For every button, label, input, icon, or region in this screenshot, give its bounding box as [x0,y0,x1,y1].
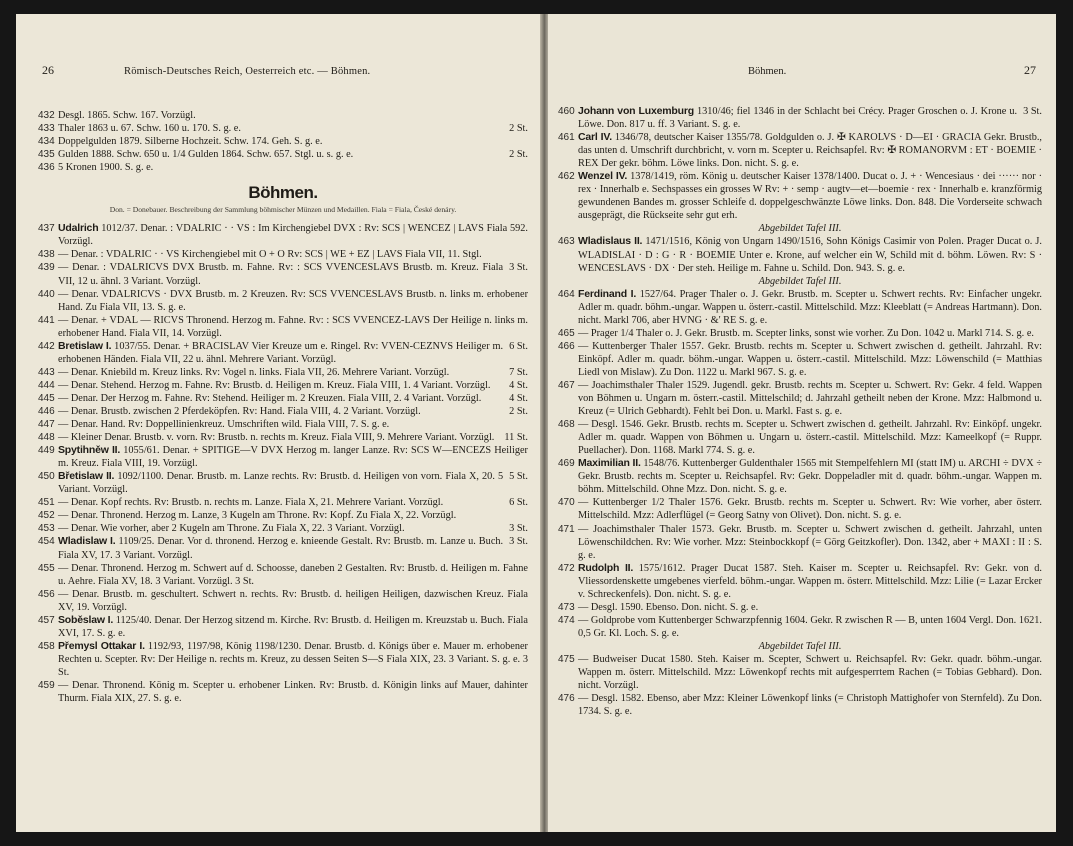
entry-number: 469 [558,458,575,470]
catalog-entry [38,392,528,405]
entry-number: 470 [558,497,575,509]
entry-text: 1346/78, deutscher Kaiser 1355/78. Goldgulden o. J. ✠ KAROLVS · D—EI · GRACIA Gekr. Brustb., das unten d. Umschrift durchbricht, v. vorn m. Scepter u. Reichsapfel. Rv: ✠ ROMANORVM : ET · BOEMIE · REX Der gekr. böhm. Löwe links. Don. nicht. S. g. e. [578,132,1042,170]
entry-number: 455 [38,562,55,574]
entry-number: 466 [558,340,575,352]
ruler-name: Wladislaw I. [58,535,116,548]
entry-number: 472 [558,562,575,574]
catalog-entry [38,379,528,392]
entry-text: 1575/1612. Prager Ducat 1587. Steh. Kaiser m. Scepter u. Reichsapfel. Rv: Gekr. von d. Vliessordenskette umgebenes vierfeld. böhm.-ungar. Wappen m. österr. Mittelschild. Mzz: Lilie (= Lazar Ercker v. Schreckenfels). Don. nicht. S. g. e. [578,562,1042,600]
entry-text: 1548/76. Kuttenberger Guldenthaler 1565 mit Stempelfehlern MI (statt IM) u. ARCHI ÷ DVX ÷ Gekr. Brustb. rechts m. Scepter u. Reichsapfel. Rv: Gekr. Doppeladler mit d. quadr. böhm.-ungar. Wappen m. böhm. Mittelschild. Ohne Mzz. Don. nicht. S. g. e. [578,458,1042,496]
entry-text: — Denar. + VDAL — RICVS Thronend. Herzog m. Fahne. Rv: : SCS VVENCEZ-LAVS Der Heilige n. links m. erhobener Hand. Fiala VII, 14. Vorzügl. [58,314,528,339]
entry-text: Doppelgulden 1879. Silberne Hochzeit. Schw. 174. Geh. S. g. e. [58,136,323,148]
catalog-entries [38,222,528,705]
entry-text: — Goldprobe vom Kuttenberger Schwarzpfennig 1604. Gekr. R zwischen R — B, unten 1604 Vergl. Don. 1621. 0,5 Gr. Kl. Loch. S. g. e. [578,614,1042,639]
ruler-name: Bretislaw I. [58,339,112,352]
catalog-entry [38,366,528,379]
catalog-entry [38,614,528,640]
ruler-name: Spytihněw II. [58,444,121,457]
catalog-entry [38,496,528,509]
ruler-name: Wladislaus II. [578,235,643,248]
entry-quantity: 2 St. [509,405,528,417]
catalog-entry [558,170,1042,222]
catalog-entry [38,122,528,135]
catalog-entry [558,523,1042,562]
entry-text: — Budweiser Ducat 1580. Steh. Kaiser m. Scepter, Schwert u. Reichsapfel. Rv: Gekr. quadr. böhm.-ungar. Wappen m. österr. Mittelschild. Mzz: Löwenkopf rechts mit aufgesperrtem Rachen (= Tobias Gebhard). Don. nicht. Vorzügl. [578,653,1042,692]
catalog-entry [558,496,1042,522]
entry-text: — Denar. Hand. Rv: Doppellinienkreuz. Umschriften wild. Fiala VIII, 7. S. g. e. [58,419,390,431]
catalog-entry [38,135,528,148]
entry-quantity: 6 St. [509,497,528,509]
entry-number: 449 [38,445,55,457]
entry-text: Thaler 1863 u. 67. Schw. 160 u. 170. S. g. e. [58,123,241,135]
entry-number: 448 [38,432,55,444]
entry-quantity: 7 St. [509,366,528,378]
ruler-name: Maximilian II. [578,457,641,470]
catalog-entry [38,248,528,261]
catalog-entry [38,405,528,418]
entry-number: 434 [38,136,55,148]
catalog-entry [38,148,528,161]
entry-number: 440 [38,288,55,300]
entry-text: — Denar. Thronend. Herzog m. Lanze, 3 Kugeln am Throne. Rv: Kopf. Zu Fiala X, 22. Vorzügl. [58,510,457,522]
entry-text: — Denar. : VDALRICVS DVX Brustb. m. Fahne. Rv: : SCS VVENCESLAVS Brustb. m. Kreuz. Fiala VII, 12 u. ähnl. 3 Variant. Vorzügl. [58,262,504,287]
entry-number: 460 [558,106,575,117]
catalog-entry [38,109,528,122]
entry-text: 1055/61. Denar. + SPITIGE—V DVX Herzog m. langer Lanze. Rv: SCS W—ENCEZS Heiliger m. Kreuz. Fiala VIII, 19. Vorzügl. [58,445,528,470]
catalog-entry [558,614,1042,640]
ruler-name: Přemysl Ottakar I. [58,639,145,652]
catalog-entry [38,509,528,522]
entries-top [38,109,528,174]
ruler-name: Rudolph II. [578,561,634,574]
entry-text: 1037/55. Denar. + BRACISLAV Vier Kreuze um e. Ringel. Rv: VVEN-CEZNVS Heiliger m. erhobenen Händen. Fiala VII, 22 u. ähnl. Mehrere Variant. Vorzügl. [58,340,504,365]
entry-text: 1527/64. Prager Thaler o. J. Gekr. Brustb. m. Scepter u. Schwert rechts. Rv: Einfacher ungekr. Adler m. quadr. böhm.-ungar. Wappen u. österr.-castil. Mittelschild. Mzz: Kleeblatt (= Andreas Hartmann). Don. nicht. Markl 706, aber HVNG · &' RE S. g. e. [578,288,1043,326]
entry-number: 459 [38,679,55,691]
entry-number: 471 [558,523,575,535]
entry-text: — Denar. Wie vorher, aber 2 Kugeln am Throne. Zu Fiala X, 22. 3 Variant. Vorzügl. [58,523,405,535]
entry-text: 1310/46; fiel 1346 in der Schlacht bei Crécy. Prager Groschen o. J. Krone u. Löwe. Don. 817 u. ff. 3 Variant. S. g. e. [578,106,1018,131]
entry-number: 476 [558,693,575,705]
catalog-entry [558,105,1042,131]
entry-number: 450 [38,471,55,483]
entry-text: 1471/1516, König von Ungarn 1490/1516, Sohn Königs Casimir von Polen. Prager Ducat o. J. WLADISLAI · D : G · R · BOEMIE Unter e. Krone, auf welcher ein W, Schild mit d. böhm. Löwen. Rv: S · WENCESLAVS · DX · Der steh. Heilige m. Fahne u. Schild. Don. 943. S. g. e. [578,236,1043,274]
catalog-entry [558,457,1042,496]
entry-text: — Joachimsthaler Thaler 1529. Jugendl. gekr. Brustb. rechts m. Scepter u. Schwert. Rv: Gekr. 4 feld. Wappen von Böhmen u. Ungarn m. österr.-castil. Mittelschild; d. Jahrzahl getheilt neben der Krone. Mzz: Halbmond u. Kreuz (= Ulrich Gebhardt). Fehlt bei Don. u. Markl. Fast s. g. e. [578,379,1042,418]
entry-number: 458 [38,640,55,652]
catalog-entry [38,535,528,561]
entry-text: — Desgl. 1590. Ebenso. Don. nicht. S. g. e. [578,601,759,613]
entry-quantity: 4 St. [509,392,528,404]
left-page [16,14,542,832]
entry-number: 439 [38,262,55,274]
catalog-entry [558,562,1042,601]
entry-number: 443 [38,366,55,378]
entry-quantity: 3 St. [509,523,528,535]
section-note: Don. = Donebauer. Beschreibung der Sammlung böhmischer Münzen und Medaillen. Fiala = Fiala, České denáry. [109,205,457,215]
catalog-entry [38,470,528,496]
entry-text: — Denar. Thronend. König m. Scepter u. erhobener Linken. Rv: Brustb. d. Königin links auf Mauer, dahinter Thurm. Fiala XIX, 27. S. g. e. [58,679,528,705]
entry-text: 1125/40. Denar. Der Herzog sitzend m. Kirche. Rv: Brustb. d. Heiligen m. Kreuzstab u. Buch. Fiala XVI, 17. S. g. e. [58,614,528,639]
entry-quantity: 11 St. [504,432,528,444]
running-title: Böhmen. [748,66,787,77]
entry-text: 1378/1419, röm. König u. deutscher Kaiser 1378/1400. Ducat o. J. + · Wencesiaus · dei ······ nor · rex · Innerhalb e. Sechspasses ein grosses W Rv: + · semp · augtv—et—boemie · rex · Innerhalb e. kranzförmig gewundenen Bandes m. grosser Schleife d. doppelgeschwänzte Löwe links. Don. 848. Die Vorderseite schwach ausgeprägt, die Rückseite sehr gut erh. [578,171,1043,222]
left-page-content [38,109,528,705]
catalog-entry [38,340,528,366]
entry-text: 1092/1100. Denar. Brustb. m. Lanze rechts. Rv: Brustb. d. Heiligen von vorn. Fiala X, 20. 5 Variant. Vorzügl. [58,471,504,496]
entry-text: — Denar. Kopf rechts. Rv: Brustb. n. rechts m. Lanze. Fiala X, 21. Mehrere Variant. Vorzügl. [58,497,444,509]
entry-text: — Desgl. 1582. Ebenso, aber Mzz: Kleiner Löwenkopf links (= Christoph Mattighofer von Sternfeld). Zu Don. 1734. S. g. e. [578,693,1042,718]
entry-text: — Denar. Thronend. Herzog m. Schwert auf d. Schoosse, daneben 2 Gestalten. Rv: Brustb. d. Heiligen m. Fahne u. Aehre. Fiala XV, 18. 3 Variant. Vorzügl. 3 St. [58,562,528,587]
catalog-entry [38,588,528,614]
entry-text: — Denar. : VDALRIC · · VS Kirchengiebel mit O + O Rv: SCS | WE + EZ | LAVS Fiala VII, 11. Stgl. [58,249,482,261]
entry-number: 451 [38,497,55,509]
entry-number: 432 [38,110,55,121]
entry-number: 453 [38,523,55,535]
catalog-entry [38,418,528,431]
catalog-entry [38,161,528,174]
right-page-content [558,105,1042,718]
entry-number: 447 [38,419,55,431]
entry-quantity: 2 St. [509,123,528,135]
entry-number: 437 [38,223,55,235]
catalog-entry [558,601,1042,614]
entry-number: 475 [558,653,575,665]
catalog-entry [38,261,528,287]
entry-text: 1109/25. Denar. Vor d. thronend. Herzog e. knieende Gestalt. Rv: Brustb. m. Lanze u. Buch. Fiala XV, 17. 3 Variant. Vorzügl. [58,536,504,561]
entry-text: — Denar. Stehend. Herzog m. Fahne. Rv: Brustb. d. Heiligen m. Kreuz. Fiala VIII, 1. 4 Variant. Vorzügl. [58,379,491,391]
catalog-entry [558,653,1042,692]
catalog-entry [38,222,528,248]
entry-number: 457 [38,614,55,626]
entry-text: Gulden 1888. Schw. 650 u. 1/4 Gulden 1864. Schw. 657. Stgl. u. s. g. e. [58,149,354,161]
entry-number: 445 [38,392,55,404]
plate-reference: Abgebildet Tafel III. [758,223,842,235]
catalog-entry [38,522,528,535]
entry-text: — Kleiner Denar. Brustb. v. vorn. Rv: Brustb. n. rechts m. Kreuz. Fiala VIII, 9. Mehrere Variant. Vorzügl. [58,432,495,444]
entry-number: 452 [38,510,55,522]
entry-number: 436 [38,162,55,174]
catalog-entry [38,431,528,444]
entry-text: — Denar. Brustb. zwischen 2 Pferdeköpfen. Rv: Hand. Fiala VIII, 4. 2 Variant. Vorzügl. [58,405,421,417]
entry-number: 468 [558,419,575,431]
entry-number: 473 [558,601,575,613]
catalog-entry [38,314,528,340]
catalog-entries [558,105,1042,718]
catalog-entry [38,562,528,588]
entry-number: 474 [558,614,575,626]
ruler-name: Břetislaw II. [58,470,115,483]
entry-text: Desgl. 1865. Schw. 167. Vorzügl. [58,110,196,121]
catalog-entry [558,340,1042,379]
ruler-name: Udalrich [58,222,99,235]
entry-number: 446 [38,405,55,417]
left-page-header [42,63,524,78]
entry-quantity: 2 St. [509,149,528,161]
entry-number: 462 [558,171,575,183]
entry-text: — Kuttenberger 1/2 Thaler 1576. Gekr. Brustb. rechts m. Scepter u. Schwert. Rv: Wie vorher, aber österr. Mittelschild. Mzz: Adlerflügel (= Georg Satny von Olivet). Don. nicht. S. g. e. [578,497,1042,522]
entry-number: 435 [38,149,55,161]
entry-number: 438 [38,249,55,261]
entry-text: — Prager 1/4 Thaler o. J. Gekr. Brustb. m. Scepter links, sonst wie vorher. Zu Don. 1042 u. Markl 714. S. g. e. [578,327,1034,339]
right-page [548,14,1056,832]
entry-text: — Kuttenberger Thaler 1557. Gekr. Brustb. rechts m. Scepter u. Schwert zwischen d. getheilt. Jahrzahl. Rv: Einköpf. Adler m. quadr. böhm.-ungar. Wappen u. österr.-castil. Mittelschild. Mzz: Löwenschild (= Matthias Liedl von Mislaw). Zu Don. 1122 u. Markl 967. S. g. e. [578,340,1042,378]
plate-reference: Abgebildet Tafel III. [758,275,842,287]
entry-number: 464 [558,288,575,300]
catalog-entry [38,679,528,705]
entry-text: 1012/37. Denar. : VDALRIC · · VS : Im Kirchengiebel DVX : Rv: SCS | WENCEZ | LAVS Fiala 592. Vorzügl. [58,223,528,248]
entry-quantity: 3 St. [509,262,528,274]
entry-number: 441 [38,314,55,326]
entry-quantity: 3 St. [509,536,528,548]
entry-number: 444 [38,379,55,391]
entry-number: 433 [38,123,55,135]
entry-quantity: 3 St. [1023,106,1042,117]
catalog-entry [558,288,1042,327]
catalog-entry [38,444,528,470]
entry-text: — Denar. VDALRICVS · DVX Brustb. m. 2 Kreuzen. Rv: SCS VVENCESLAVS Brustb. n. links m. erhobener Hand. Zu Fiala VII, 13. S. g. e. [58,288,528,313]
entry-text: 5 Kronen 1900. S. g. e. [58,162,154,174]
entry-text: — Desgl. 1546. Gekr. Brustb. rechts m. Scepter u. Schwert zwischen d. getheilt. Jahrzahl. Rv: Einköpf. ungekr. Adler m. quadr. Wappen von Böhmen u. Ungarn u. österr.-castil. Mittelschild. Mzz: Kameelkopf (= Ruppr. Puellacher). Don. 1168. Markl 774. S. g. e. [578,419,1042,457]
catalog-entry [558,327,1042,340]
entry-number: 465 [558,327,575,339]
entry-text: 1192/93, 1197/98, König 1198/1230. Denar. Brustb. d. Königs über e. Mauer m. erhobener Rechten u. Scepter. Rv: Der Heilige n. rechts m. Kreuz, zu dessen Seiten S—S Fiala XIX, 23. 3 Variant. S. g. e. 3 St. [58,640,528,678]
entry-text: — Denar. Kniebild m. Kreuz links. Rv: Vogel n. links. Fiala VII, 26. Mehrere Variant. Vorzügl. [58,366,450,378]
entry-number: 467 [558,379,575,391]
entry-text: — Denar. Brustb. m. geschultert. Schwert n. rechts. Rv: Brustb. d. heiligen Heiligen, dazwischen Kreuz. Fiala XV, 19. Vorzügl. [58,588,528,613]
catalog-entry [558,692,1042,718]
entry-text: — Joachimsthaler Thaler 1573. Gekr. Brustb. m. Scepter u. Schwert zwischen d. getheilt. Jahrzahl, unten Löwenschildchen. Rv: Wie vorher. Mzz: Steinbockkopf (= Görg Geitzkofler). Don. 1342, aber + MAXI : II : S. g. e. [578,523,1042,561]
catalog-entry [558,418,1042,457]
catalog-entry [558,379,1042,418]
running-title: Römisch-Deutsches Reich, Oesterreich etc. — Böhmen. [124,66,371,77]
entry-number: 461 [558,132,575,144]
ruler-name: Carl IV. [578,131,612,144]
ruler-name: Wenzel IV. [578,170,628,183]
page-number: 26 [42,63,54,77]
entry-number: 463 [558,236,575,248]
entry-number: 454 [38,536,55,548]
section-title: Böhmen. [248,183,318,203]
catalog-entry [558,235,1042,274]
entry-quantity: 6 St. [509,340,528,352]
catalog-entry [38,288,528,314]
entry-quantity: 5 St. [509,471,528,483]
catalog-entry [38,640,528,679]
page-number: 27 [1024,63,1036,77]
entry-quantity: 4 St. [509,379,528,391]
entry-number: 456 [38,588,55,600]
ruler-name: Ferdinand I. [578,287,637,300]
catalog-entry [558,131,1042,170]
right-page-header [562,63,1036,78]
ruler-name: Johann von Luxemburg [578,105,694,117]
ruler-name: Soběslaw I. [58,613,114,626]
entry-text: — Denar. Der Herzog m. Fahne. Rv: Stehend. Heiliger m. 2 Kreuzen. Fiala VIII, 2. 4 Variant. Vorzügl. [58,392,482,404]
entry-number: 442 [38,340,55,352]
plate-reference: Abgebildet Tafel III. [758,640,842,652]
